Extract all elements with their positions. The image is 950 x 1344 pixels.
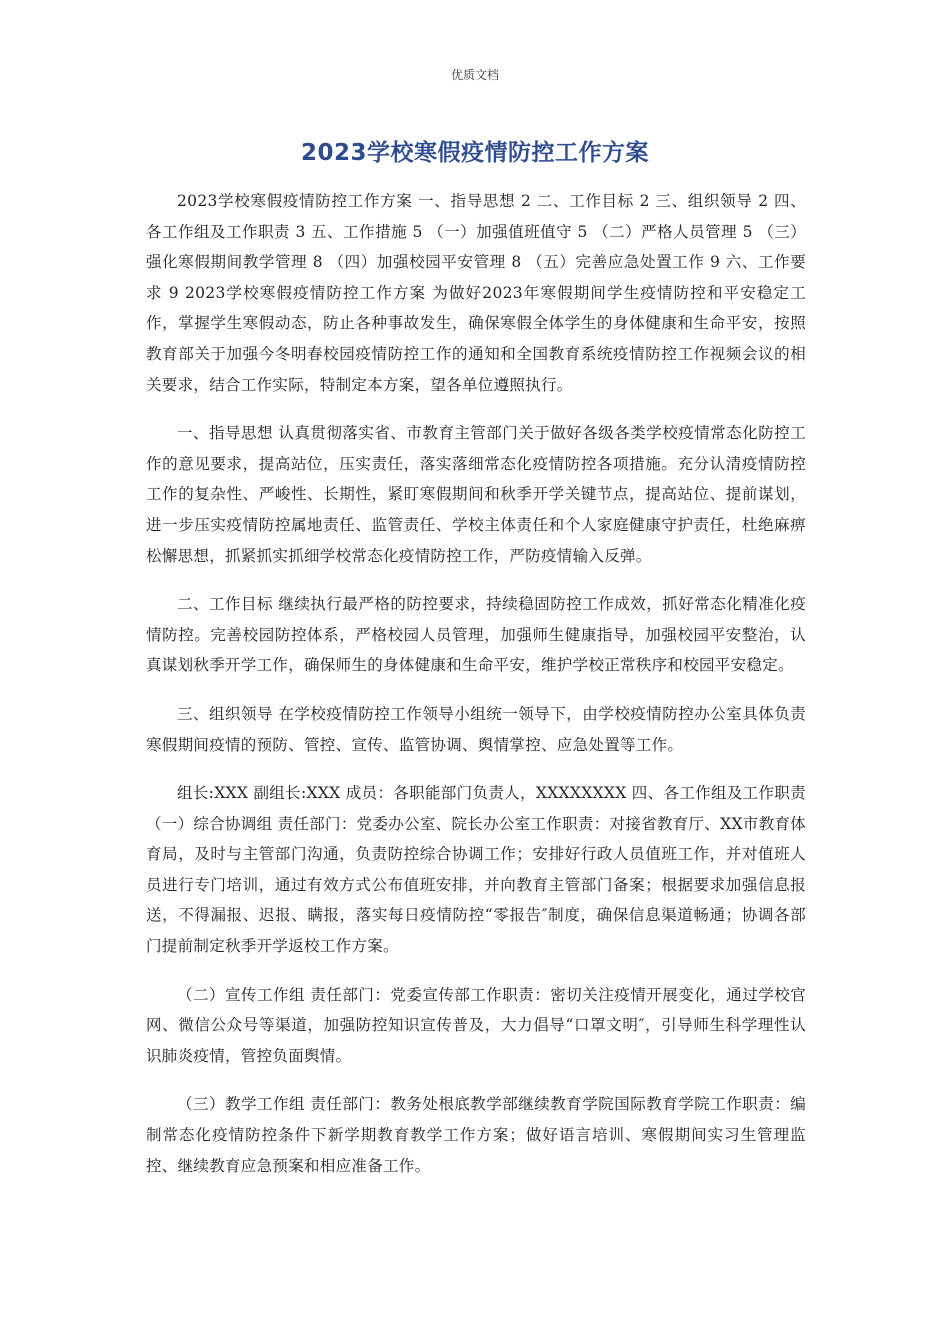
- paragraph-organization: 三、组织领导 在学校疫情防控工作领导小组统一领导下，由学校疫情防控办公室具体负责寒假期间疫情的预防、管控、宣传、监管协调、舆情掌控、应急处置等工作。: [146, 704, 806, 754]
- document-header-label: 优质文档: [450, 68, 499, 82]
- paragraph-teaching-group: （三）教学工作组 责任部门：教务处根底教学部继续教育学院国际教育学院工作职责：编制常态化疫情防控条件下新学期教育教学工作方案；做好语言培训、寒假期间实习生管理监控、继续教育应急预案和相应准备工作。: [146, 1095, 806, 1175]
- paragraph-publicity-group: （二）宣传工作组 责任部门：党委宣传部工作职责：密切关注疫情开展变化，通过学校官网、微信公众号等渠道，加强防控知识宣传普及，大力倡导“口罩文明″，引导师生科学理性认识肺炎疫情，管控负面舆情。: [146, 985, 806, 1065]
- document-title: 2023学校寒假疫情防控工作方案: [300, 140, 649, 166]
- paragraph-guiding-ideology: 一、指导思想 认真贯彻落实省、市教育主管部门关于做好各级各类学校疫情常态化防控工作的意见要求，提高站位，压实责任，落实落细常态化疫情防控各项措施。充分认清疫情防控工作的复杂性、严峻性、长期性，紧盯寒假期间和秋季开学关键节点，提高站位、提前谋划，进一步压实疫情防控属地责任、监管责任、学校主体责任和个人家庭健康守护责任，杜绝麻痹松懈思想，抓紧抓实抓细学校常态化疫情防控工作，严防疫情输入反弹。: [146, 424, 806, 565]
- document-body: [146, 186, 806, 1199]
- paragraph-intro: 2023学校寒假疫情防控工作方案 一、指导思想 2 二、工作目标 2 三、组织领导 2 四、各工作组及工作职责 3 五、工作措施 5 （一）加强值班值守 5 （二）严格人员管理 5 （三）强化寒假期间教学管理 8 （四）加强校园平安管理 8 （五）完善应急处置工作 9 六、工作要求 9 2023学校寒假疫情防控工作方案 为做好2023年寒假期间学生疫情防控和平安稳定工作，掌握学生寒假动态，防止各种事故发生，确保寒假全体学生的身体健康和生命平安，按照教育部关于加强今冬明春校园疫情防控工作的通知和全国教育系统疫情防控工作视频会议的相关要求，结合工作实际，特制定本方案，望各单位遵照执行。: [146, 192, 806, 394]
- paragraph-coordination-group: 组长:XXX 副组长:XXX 成员：各职能部门负责人，XXXXXXXX 四、各工作组及工作职责 （一）综合协调组 责任部门：党委办公室、院长办公室工作职责：对接省教育厅、XX市教育体育局，及时与主管部门沟通，负责防控综合协调工作；安排好行政人员值班工作，并对值班人员进行专门培训，通过有效方式公布值班安排，并向教育主管部门备案；根据要求加强信息报送，不得漏报、迟报、瞒报，落实每日疫情防控“零报告″制度，确保信息渠道畅通；协调各部门提前制定秋季开学返校工作方案。: [146, 784, 806, 956]
- paragraph-work-goals: 二、工作目标 继续执行最严格的防控要求，持续稳固防控工作成效，抓好常态化精准化疫情防控。完善校园防控体系，严格校园人员管理，加强师生健康指导，加强校园平安整治，认真谋划秋季开学工作，确保师生的身体健康和生命平安，维护学校正常秩序和校园平安稳定。: [146, 595, 806, 675]
